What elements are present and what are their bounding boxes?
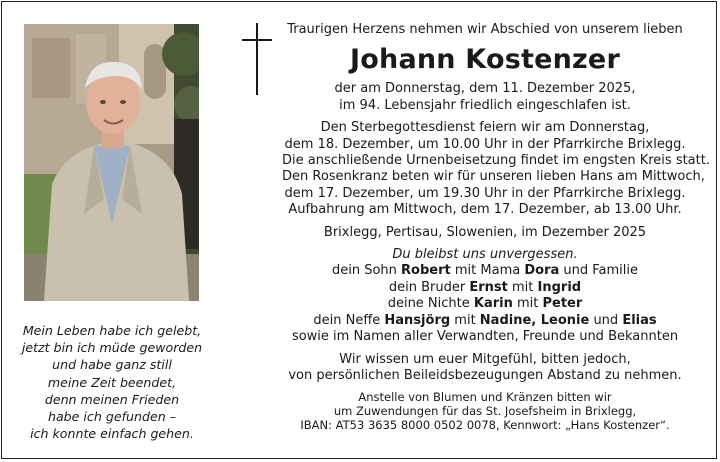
family-line: dein Neffe Hansjörg mit Nadine, Leonie und Elias (313, 312, 657, 328)
notice-text (282, 22, 710, 433)
family-line: dein Bruder Ernst mit Ingrid (388, 279, 582, 295)
poem-line: und habe ganz still (52, 357, 172, 373)
family-line: dein Sohn Robert mit Mama Dora und Familie (331, 263, 638, 279)
intro-line: Traurigen Herzens nehmen wir Abschied von unserem lieben (287, 22, 683, 37)
poem-line: meine Zeit beendet, (47, 374, 177, 390)
service-line: Den Rosenkranz beten wir für unseren lieben Hans am Mittwoch, (282, 169, 705, 185)
poem-line: habe ich gefunden – (47, 409, 177, 425)
family-line: sowie im Namen aller Verwandten, Freunde und Bekannten (291, 329, 679, 345)
service-line: dem 17. Dezember, um 19.30 Uhr in der Pfarrkirche Brixlegg. (284, 185, 686, 201)
deceased-name: Johann Kostenzer (350, 44, 620, 76)
death-line: im 94. Lebensjahr friedlich eingeschlafen ist. (339, 97, 631, 113)
poem-line: jetzt bin ich müde geworden (21, 340, 203, 356)
motto: Du bleibst uns unvergessen. (392, 247, 578, 263)
donation-line: Anstelle von Blumen und Kränzen bitten wir (358, 390, 612, 405)
service-line: Den Sterbegottesdienst feiern wir am Donnerstag, (320, 120, 650, 136)
donation-line: um Zuwendungen für das St. Josefsheim in Brixlegg, (333, 404, 637, 419)
family-line: deine Nichte Karin mit Peter (387, 296, 583, 312)
cross-icon (242, 23, 272, 95)
service-line: dem 18. Dezember, um 10.00 Uhr in der Pfarrkirche Brixlegg. (284, 136, 686, 152)
poem-line: Mein Leben habe ich gelebt, (22, 323, 202, 338)
death-line: der am Donnerstag, dem 11. Dezember 2025, (334, 81, 636, 97)
thanks-line: Wir wissen um euer Mitgefühl, bitten jedoch, (339, 351, 631, 367)
place-date: Brixlegg, Pertisau, Slowenien, im Dezember 2025 (323, 224, 647, 240)
service-line: Aufbahrung am Mittwoch, dem 17. Dezember, ab 13.00 Uhr. (288, 202, 682, 218)
service-line: Die anschließende Urnenbeisetzung findet im engsten Kreis statt. (282, 153, 710, 169)
thanks-line: von persönlichen Beileidsbezeugungen Abstand zu nehmen. (288, 367, 682, 383)
poem (14, 322, 210, 442)
poem-line: denn meinen Frieden (44, 391, 180, 407)
portrait-photo (24, 24, 199, 301)
poem-line: ich konnte einfach gehen. (30, 426, 194, 442)
donation-line: IBAN: AT53 3635 8000 0502 0078, Kennwort: „Hans Kostenzer“. (300, 418, 670, 433)
